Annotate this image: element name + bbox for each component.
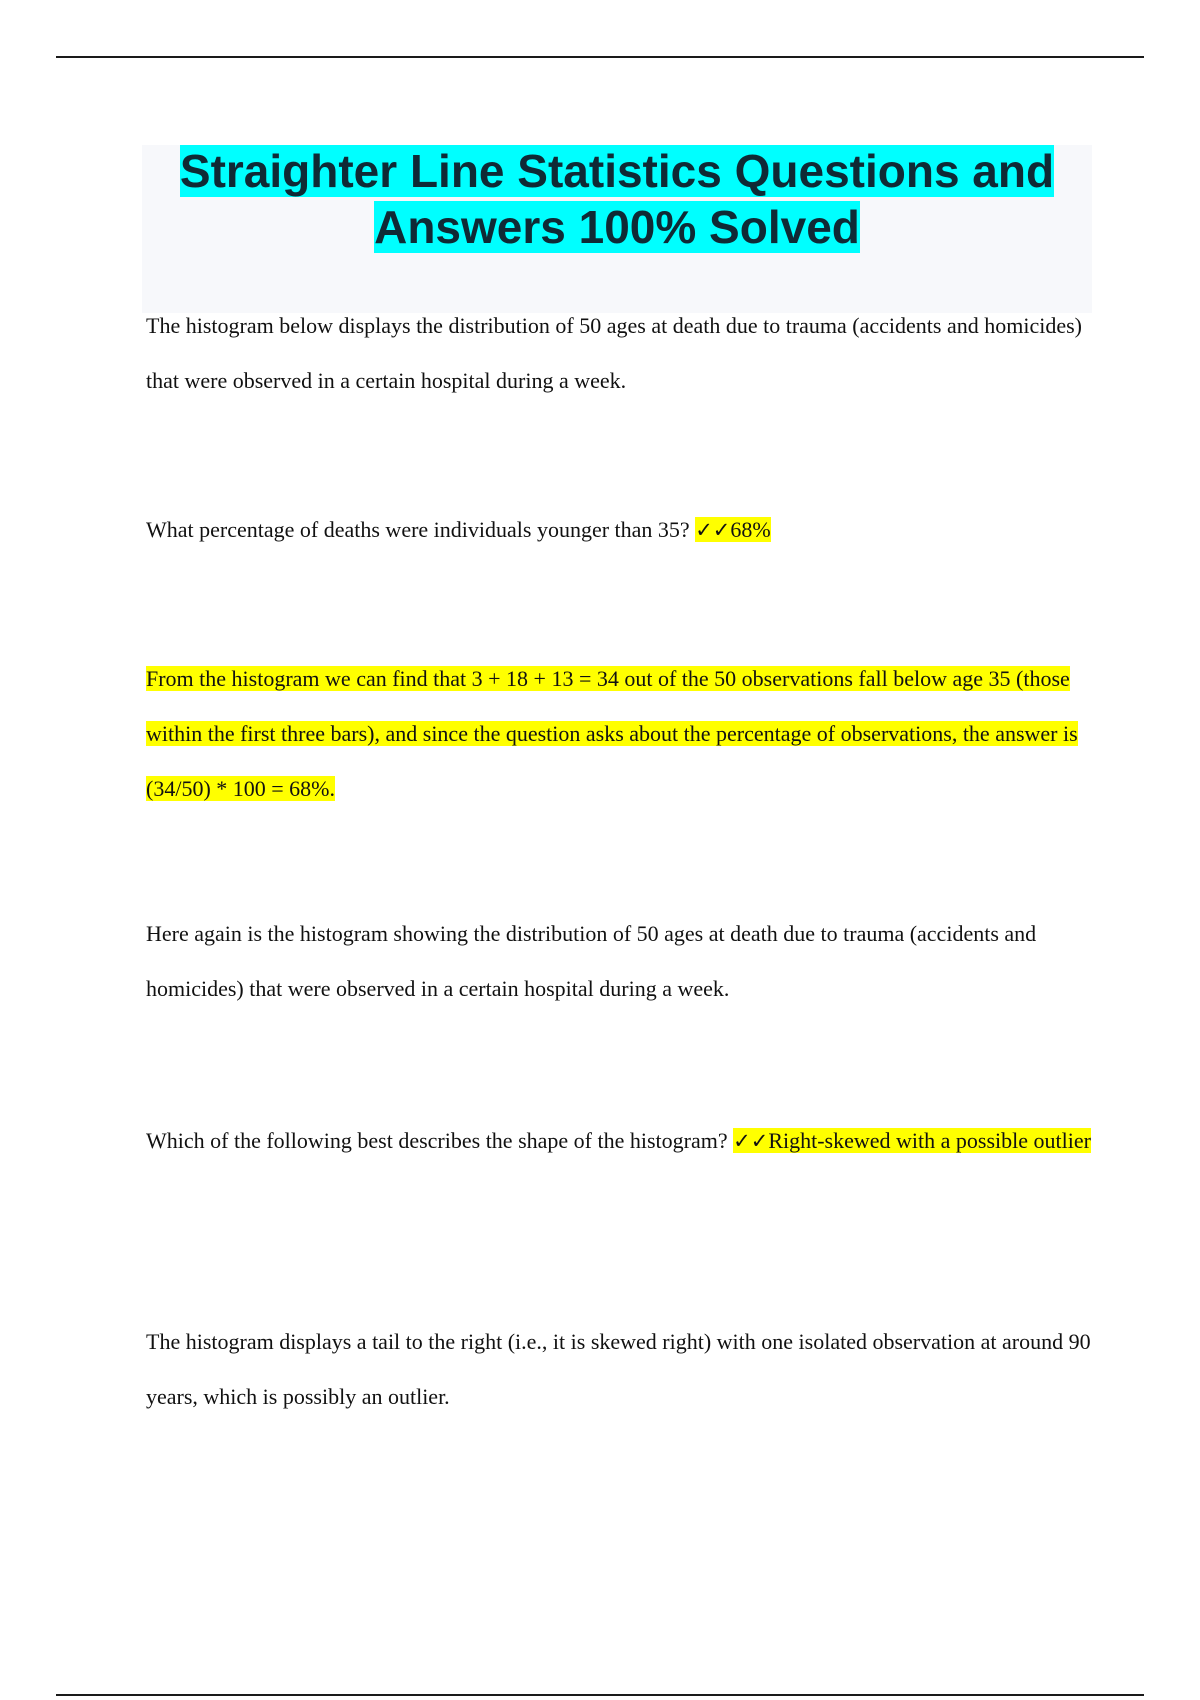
question-2-explanation: The histogram displays a tail to the right (i.e., it is skewed right) with one isolated observation at around 90 years, which is possibly an outlier. — [146, 1329, 1091, 1409]
question-1-explanation-text: From the histogram we can find that 3 + 18 + 13 = 34 out of the 50 observations fall below age 35 (those within the first three bars), and since the question asks about the percentage of observations, the answer is (34/50) * 100 = 68%. — [146, 666, 1078, 801]
question-1-explanation — [146, 651, 1096, 816]
question-1-answer-text: 68% — [730, 517, 771, 542]
title-line-2: Answers 100% Solved — [374, 201, 860, 253]
question-2-answer — [733, 1128, 1091, 1153]
question-2-answer-text: Right-skewed with a possible outlier — [768, 1128, 1091, 1153]
question-2 — [146, 1111, 1096, 1171]
question-1-text: What percentage of deaths were individuals younger than 35? — [146, 517, 690, 542]
question-1 — [146, 502, 1096, 558]
top-rule — [56, 56, 1144, 58]
question-2-text: Which of the following best describes the shape of the histogram? — [146, 1128, 728, 1153]
document-title — [142, 143, 1092, 255]
double-check-icon: ✓✓ — [695, 518, 731, 542]
question-2-intro: Here again is the histogram showing the distribution of 50 ages at death due to trauma (accidents and homicides) that were observed in a certain hospital during a week. — [146, 921, 1037, 1001]
title-line-1: Straighter Line Statistics Questions and — [179, 145, 1055, 197]
bottom-rule — [56, 1694, 1144, 1696]
question-1-answer — [695, 517, 771, 542]
double-check-icon: ✓✓ — [733, 1129, 769, 1153]
question-1-intro: The histogram below displays the distribution of 50 ages at death due to trauma (accidents and homicides) that were observed in a certain hospital during a week. — [146, 313, 1082, 393]
